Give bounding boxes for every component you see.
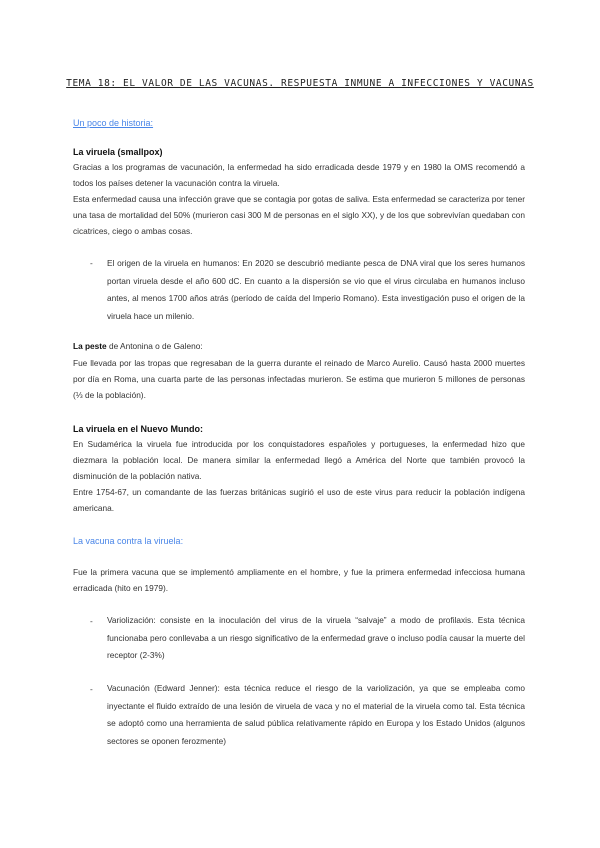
new-world-paragraph-1: En Sudamérica la viruela fue introducida por los conquistadores españoles y portugueses, la enfermedad hizo que diezmara la población local. De manera similar la enfermedad llegó a América del Norte que también provocó la disminución de la población nativa. bbox=[73, 439, 525, 481]
smallpox-paragraph-1: Gracias a los programas de vacunación, la enfermedad ha sido erradicada desde 1979 y en 1980 la OMS recomendó a todos los países detener la vacunación contra la viruela. bbox=[73, 162, 525, 188]
smallpox-paragraph-2: Esta enfermedad causa una infección grave que se contagia por gotas de saliva. Esta enfermedad se caracteriza por tener una tasa de mortalidad del 50% (murieron casi 300 M de personas en el siglo XX), y de los que sobrevivían quedaban con cicatrices, ciego o ambas cosas. bbox=[73, 194, 525, 236]
variolization-bullet: Variolización: consiste en la inoculación del virus de la viruela “salvaje” a modo de profilaxis. Esta técnica funcionaba pero conllevaba a un riesgo significativo de la enfermedad grave o incluso podía causar la muerte del receptor (2-3%) bbox=[107, 615, 525, 660]
bullet-mark: - bbox=[90, 616, 93, 626]
new-world-heading: La viruela en el Nuevo Mundo: bbox=[73, 424, 204, 434]
history-link[interactable]: Un poco de historia: bbox=[73, 118, 154, 128]
plague-heading-suffix: de Antonina o de Galeno: bbox=[106, 341, 203, 351]
bullet-mark: - bbox=[90, 684, 93, 694]
plague-heading: La peste bbox=[73, 341, 107, 351]
bullet-mark: - bbox=[90, 258, 93, 268]
vaccination-bullet: Vacunación (Edward Jenner): esta técnica reduce el riesgo de la variolización, ya que se empleaba como inyectante el fluido extraído de una lesión de viruela de vaca y no el material de la viruela como tal. Esta técnica se adoptó como una herramienta de salud pública relativamente rápido en Europa y los Estado Unidos (algunos sectores se oponen ferozmente) bbox=[107, 683, 525, 746]
vaccine-paragraph: Fue la primera vacuna que se implementó ampliamente en el hombre, y fue la primera enfermedad infecciosa humana erradicada (hito en 1979). bbox=[73, 567, 525, 593]
page-title: TEMA 18: EL VALOR DE LAS VACUNAS. RESPUESTA INMUNE A INFECCIONES Y VACUNAS bbox=[66, 78, 534, 89]
smallpox-heading: La viruela (smallpox) bbox=[73, 147, 163, 157]
smallpox-origin-bullet: El origen de la viruela en humanos: En 2020 se descubrió mediante pesca de DNA viral que los seres humanos portan viruela desde el año 600 dC. En cuanto a la dispersión se vio que el virus circulaba en humanos incluso antes, al menos 1700 años atrás (período de caída del Imperio Romano). Esta investigación puso el origen de la viruela hace un milenio. bbox=[107, 258, 525, 321]
new-world-paragraph-2: Entre 1754-67, un comandante de las fuerzas británicas sugirió el uso de este virus para reducir la población indígena americana. bbox=[73, 487, 525, 513]
plague-paragraph: Fue llevada por las tropas que regresaban de la guerra durante el reinado de Marco Aurelio. Causó hasta 2000 muertes por día en Roma, una cuarta parte de las personas infectadas murieron. Se estima que murieron 5 millones de personas (⅓ de la población). bbox=[73, 358, 525, 400]
vaccine-heading: La vacuna contra la viruela: bbox=[73, 536, 184, 546]
plague-heading-line bbox=[73, 338, 525, 354]
